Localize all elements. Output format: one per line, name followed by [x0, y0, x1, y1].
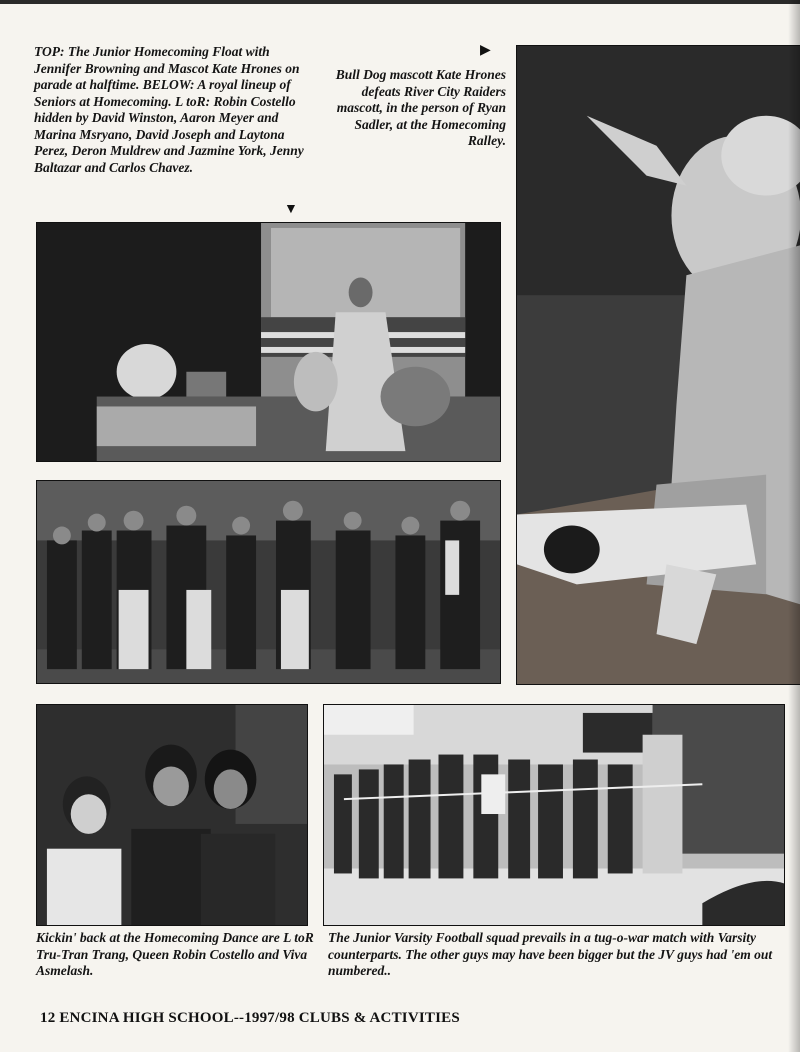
top-border	[0, 0, 800, 4]
caption-mascot: Bull Dog mascott Kate Hrones defeats River City Raiders mascott, in the person of Ryan Sadler, at the Homecoming Ralley.	[335, 67, 506, 148]
photo-seniors-lineup	[36, 480, 501, 684]
page-footer: 12 ENCINA HIGH SCHOOL--1997/98 CLUBS & ACTIVITIES	[40, 1010, 460, 1026]
photo-homecoming-float	[36, 222, 501, 462]
caption-tug-o-war: The Junior Varsity Football squad prevails in a tug-o-war match with Varsity counterparts. The other guys may have been bigger but the JV guys had 'em out numbered..	[328, 930, 773, 978]
caption-float-and-seniors: TOP: The Junior Homecoming Float with Jennifer Browning and Mascot Kate Hrones on parade at halftime. BELOW: A royal lineup of Seniors at Homecoming. L toR: Robin Costello hidden by David Winston, Aaron Meyer and Marina Msryano, David Joseph and Laytona Perez, Deron Muldrew and Jazmine York, Jenny Baltazar and Carlos Chavez.	[34, 44, 304, 175]
photo-tug-o-war	[323, 704, 785, 926]
photo-homecoming-dance	[36, 704, 308, 926]
caption-dance: Kickin' back at the Homecoming Dance are L toR Tru-Tran Trang, Queen Robin Costello and Viva Asmelash.	[36, 930, 314, 978]
page-edge-shadow	[788, 0, 800, 1052]
photo-mascot-ralley	[516, 45, 800, 685]
arrow-down-icon: ▼	[284, 202, 298, 217]
arrow-right-icon: ▶	[480, 43, 491, 58]
